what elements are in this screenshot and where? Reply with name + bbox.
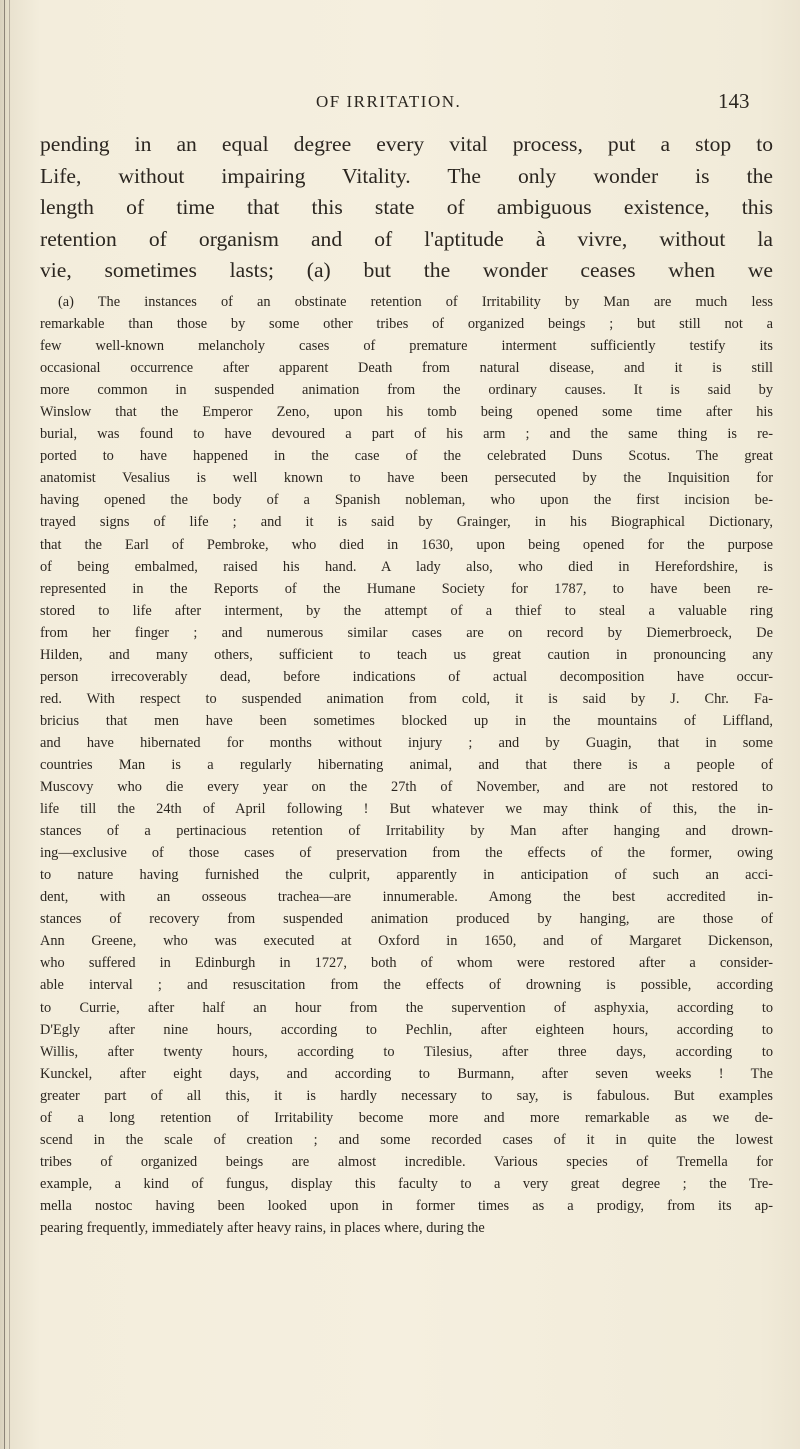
footnote-line: bricius that men have been sometimes blocked up in the mountains of Liffland, [40,712,773,729]
footnote-line: person irrecoverably dead, before indications of actual decomposition have occur- [40,668,773,685]
footnote-line: countries Man is a regularly hibernating animal, and that there is a people of [40,756,773,773]
page-edge-line [4,0,5,1449]
footnote-line: life till the 24th of April following ! But whatever we may think of this, the in- [40,801,773,818]
body-paragraph [40,129,773,287]
footnote-line: pearing frequently, immediately after heavy rains, in places where, during the [40,1219,485,1236]
footnote-line: occasional occurrence after apparent Death from natural disease, and it is still [40,360,773,377]
footnote-line: and have hibernated for months without injury ; and by Guagin, that in some [40,734,773,751]
footnote-line: that the Earl of Pembroke, who died in 1630, upon being opened for the purpose [40,536,773,553]
footnote-line: able interval ; and resuscitation from the effects of drowning is possible, according [40,977,773,994]
footnote-line: to Currie, after half an hour from the supervention of asphyxia, according to [40,999,773,1016]
footnote-line: red. With respect to suspended animation from cold, it is said by J. Chr. Fa- [40,690,773,707]
footnote-line: D'Egly after nine hours, according to Pechlin, after eighteen hours, according to [40,1021,773,1038]
text-line: vie, sometimes lasts; (a) but the wonder ceases when we [40,258,773,283]
running-title: OF IRRITATION. [316,92,462,111]
footnote-line: Hilden, and many others, sufficient to teach us great caution in pronouncing any [40,646,773,663]
footnote-line: represented in the Reports of the Humane Society for 1787, to have been re- [40,580,773,597]
footnote-line: stances of a pertinacious retention of Irritability by Man after hanging and drown- [40,823,773,840]
footnote-line: (a) The instances of an obstinate retention of Irritability by Man are much less [58,294,773,310]
footnote-line: from her finger ; and numerous similar cases are on record by Diemerbroeck, De [40,624,773,641]
footnote-line: remarkable than those by some other tribes of organized beings ; but still not a [40,316,773,333]
footnote-line: stances of recovery from suspended animation produced by hanging, are those of [40,911,773,928]
footnote-line: trayed signs of life ; and it is said by Grainger, in his Biographical Dictionary, [40,514,773,531]
footnote-line: more common in suspended animation from the ordinary causes. It is said by [40,382,773,399]
page-number: 143 [718,89,750,113]
footnote-line: anatomist Vesalius is well known to have been persecuted by the Inquisition for [40,470,773,487]
footnote-line: of being embalmed, raised his hand. A lady also, who died in Herefordshire, is [40,558,773,575]
footnote-line: few well-known melancholy cases of premature interment sufficiently testify its [40,338,773,355]
footnote-line: Ann Greene, who was executed at Oxford in 1650, and of Margaret Dickenson, [40,933,773,950]
page-edge-line [9,0,10,1449]
text-line: Life, without impairing Vitality. The only wonder is the [40,163,773,188]
footnote-line: of a long retention of Irritability become more and more remarkable as we de- [40,1109,773,1126]
footnote-line: burial, was found to have devoured a part of his arm ; and the same thing is re- [40,426,773,443]
footnote-line: ported to have happened in the case of the celebrated Duns Scotus. The great [40,448,773,465]
footnote [40,291,773,1239]
footnote-line: dent, with an osseous trachea—are innumerable. Among the best accredited in- [40,889,773,906]
text-line: pending in an equal degree every vital process, put a stop to [40,132,773,156]
text-line: length of time that this state of ambiguous existence, this [40,195,773,220]
footnote-line: tribes of organized beings are almost incredible. Various species of Tremella for [40,1153,773,1170]
footnote-line: to nature having furnished the culprit, apparently in anticipation of such an acci- [40,867,773,884]
footnote-line: having opened the body of a Spanish nobleman, who upon the first incision be- [40,492,773,509]
footnote-line: ing—exclusive of those cases of preservation from the effects of the former, owing [40,845,773,862]
footnote-line: example, a kind of fungus, display this faculty to a very great degree ; the Tre- [40,1175,773,1192]
page-header [0,89,800,122]
footnote-line: stored to life after interment, by the attempt of a thief to steal a valuable ring [40,602,773,619]
footnote-line: greater part of all this, it is hardly necessary to say, is fabulous. But examples [40,1087,773,1104]
footnote-line: who suffered in Edinburgh in 1727, both of whom were restored after a consider- [40,955,773,972]
footnote-line: mella nostoc having been looked upon in former times as a prodigy, from its ap- [40,1197,773,1214]
footnote-line: scend in the scale of creation ; and some recorded cases of it in quite the lowest [40,1131,773,1148]
footnote-line: Kunckel, after eight days, and according to Burmann, after seven weeks ! The [40,1065,773,1082]
footnote-line: Muscovy who die every year on the 27th of November, and are not restored to [40,779,773,796]
footnote-line: Willis, after twenty hours, according to Tilesius, after three days, according to [40,1043,773,1060]
text-line: retention of organism and of l'aptitude à vivre, without la [40,226,773,251]
footnote-line: Winslow that the Emperor Zeno, upon his tomb being opened some time after his [40,404,773,421]
